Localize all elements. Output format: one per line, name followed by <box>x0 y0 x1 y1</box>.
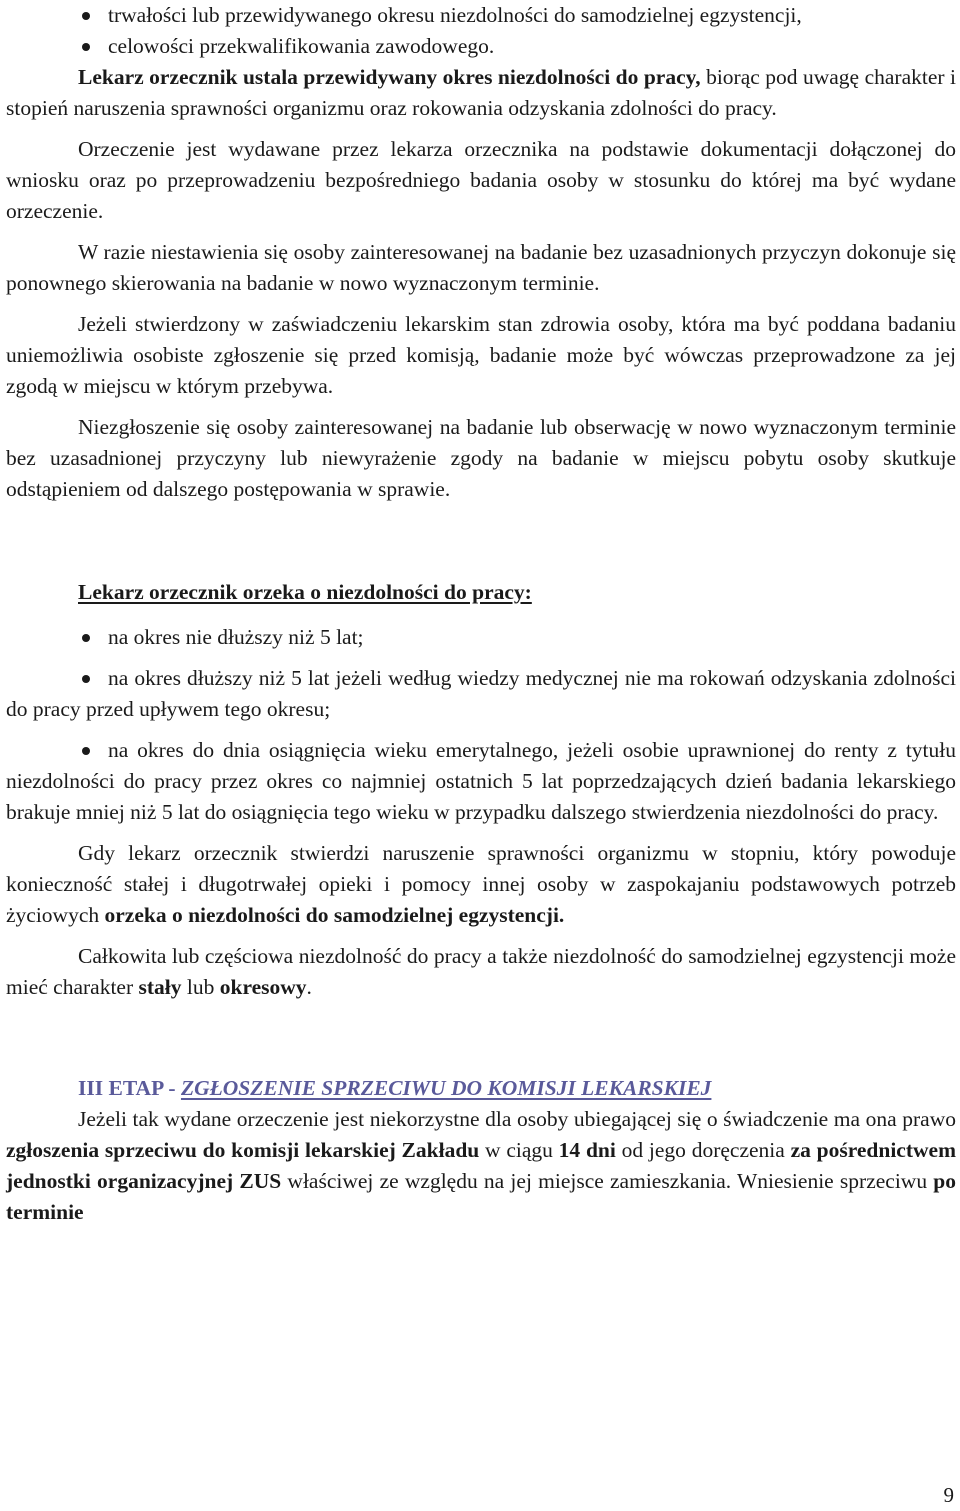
bold-text: po terminie <box>6 1169 956 1224</box>
paragraph: Jeżeli tak wydane orzeczenie jest niekorzystne dla osoby ubiegającej się o świadczenie ma ona prawo zgłoszenia sprzeciwu do komisji lekarskiej Zakładu w ciągu 14 dni od jego doręczenia za pośrednictwem jednostki organizacyjnej ZUS właściwej ze względu na jej miejsce zamieszkania. Wniesienie sprzeciwu po terminie <box>6 1107 956 1224</box>
bold-text: 14 dni <box>558 1138 616 1162</box>
bold-text: zgłoszenia sprzeciwu do komisji lekarskiej Zakładu <box>6 1138 480 1162</box>
bold-text: stały <box>138 975 182 999</box>
document-page <box>6 0 956 1228</box>
paragraph: Orzeczenie jest wydawane przez lekarza orzecznika na podstawie dokumentacji dołączonej do wniosku oraz po przeprowadzeniu bezpośredniego badania osoby w stosunku do której ma być wydane orzeczenie. <box>6 137 956 223</box>
paragraph: Gdy lekarz orzecznik stwierdzi naruszenie sprawności organizmu w stopniu, który powoduje konieczność stałej i długotrwałej opieki i pomocy innej osoby w zaspokajaniu podstawowych potrzeb życiowych orzeka o niezdolności do samodzielnej egzystencji. <box>6 841 956 927</box>
bold-text: za pośrednictwem jednostki organizacyjnej ZUS <box>6 1138 956 1193</box>
bullet-icon <box>82 747 90 755</box>
bullet-icon <box>82 634 90 642</box>
list-item: na okres dłuższy niż 5 lat jeżeli według wiedzy medycznej nie ma rokowań odzyskania zdolności do pracy przed upływem tego okresu; <box>6 666 956 721</box>
paragraph: Lekarz orzecznik ustala przewidywany okres niezdolności do pracy, biorąc pod uwagę charakter i stopień naruszenia sprawności organizmu oraz rokowania odzyskania zdolności do pracy. <box>6 65 956 120</box>
bullet-icon <box>82 675 90 683</box>
list-item: na okres do dnia osiągnięcia wieku emerytalnego, jeżeli osobie uprawnionej do renty z tytułu niezdolności do pracy przez okres co najmniej ostatnich 5 lat poprzedzających dzień badania lekarskiego brakuje mniej niż 5 lat do osiągnięcia tego wieku w przypadku dalszego stwierdzenia niezdolności do pracy. <box>6 738 956 824</box>
bullet-icon <box>82 43 90 51</box>
list-item: trwałości lub przewidywanego okresu niezdolności do samodzielnej egzystencji, <box>6 0 956 31</box>
section-heading: Lekarz orzecznik orzeka o niezdolności do pracy: <box>78 580 532 604</box>
bullet-icon <box>82 12 90 20</box>
paragraph: Niezgłoszenie się osoby zainteresowanej na badanie lub obserwację w nowo wyznaczonym terminie bez uzasadnionej przyczyny lub niewyrażenie zgody na badanie w miejscu pobytu osoby skutkuje odstąpieniem od dalszego postępowania w sprawie. <box>6 415 956 501</box>
bold-text: orzeka o niezdolności do samodzielnej egzystencji. <box>104 903 565 927</box>
bold-text: okresowy <box>219 975 307 999</box>
paragraph: W razie niestawienia się osoby zainteresowanej na badanie bez uzasadnionych przyczyn dokonuje się ponownego skierowania na badanie w nowo wyznaczonym terminie. <box>6 240 956 295</box>
list-item: celowości przekwalifikowania zawodowego. <box>6 31 956 62</box>
page-number: 9 <box>943 1483 954 1507</box>
stage-heading: III ETAP - ZGŁOSZENIE SPRZECIWU DO KOMISJI LEKARSKIEJ <box>78 1076 712 1100</box>
bold-text: Lekarz orzecznik ustala przewidywany okres niezdolności do pracy, <box>78 65 701 89</box>
list-item: na okres nie dłuższy niż 5 lat; <box>6 622 956 653</box>
paragraph: Jeżeli stwierdzony w zaświadczeniu lekarskim stan zdrowia osoby, która ma być poddana badaniu uniemożliwia osobiste zgłoszenie się przed komisją, badanie może być wówczas przeprowadzone za jej zgodą w miejscu w którym przebywa. <box>6 312 956 398</box>
paragraph: Całkowita lub częściowa niezdolność do pracy a także niezdolność do samodzielnej egzystencji może mieć charakter stały lub okresowy. <box>6 944 956 999</box>
